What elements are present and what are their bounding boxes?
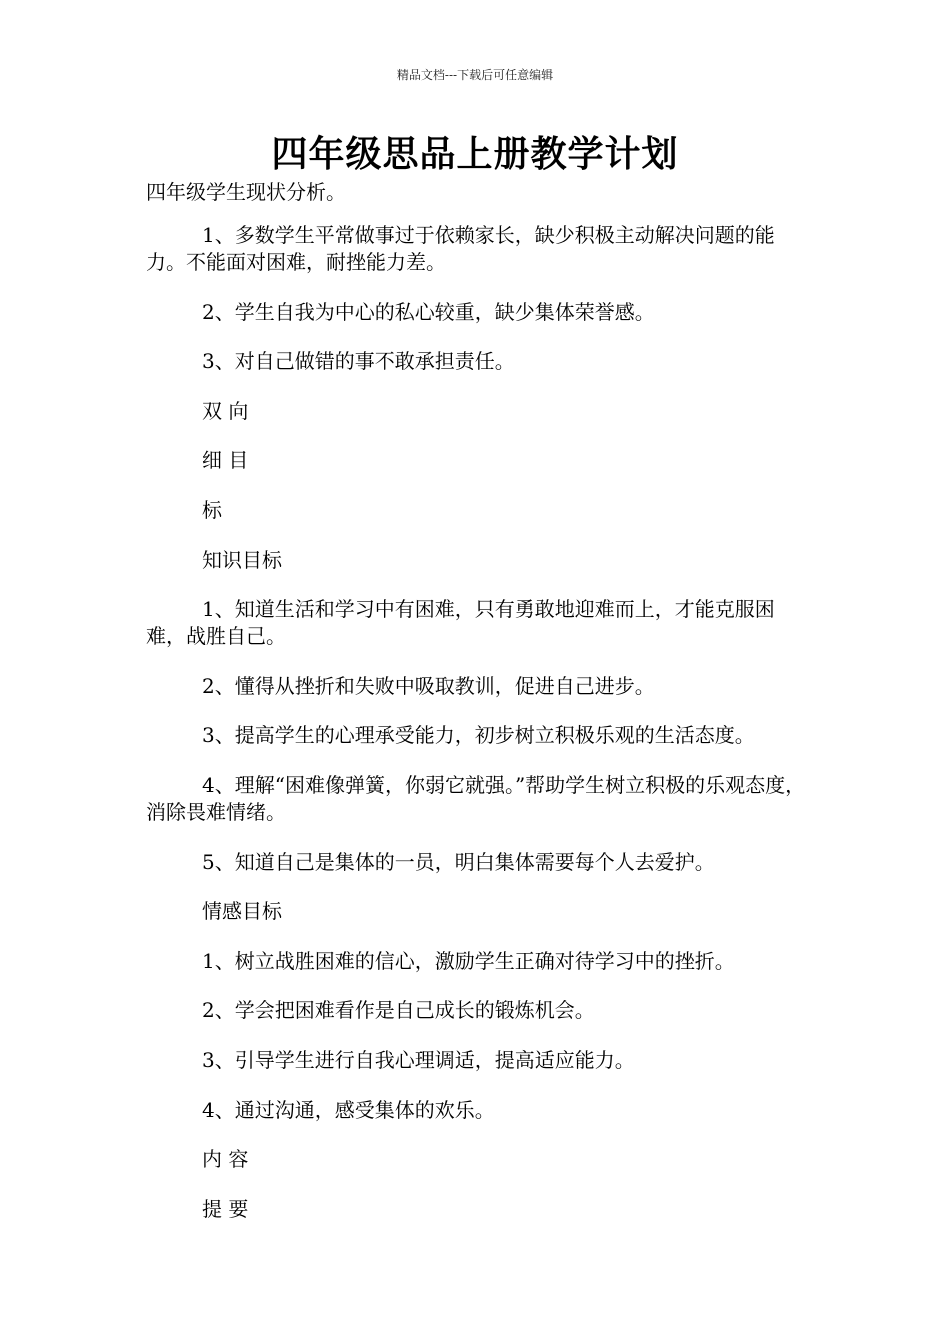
- paragraph-6: 标: [202, 497, 222, 522]
- paragraph-9: 2、懂得从挫折和失败中吸取教训，促进自己进步。: [202, 673, 655, 698]
- paragraph-17: 4、通过沟通，感受集体的欢乐。: [202, 1097, 495, 1122]
- paragraph-2: 2、学生自我为中心的私心较重，缺少集体荣誉感。: [202, 299, 655, 324]
- document-title: 四年级思品上册教学计划: [271, 133, 679, 175]
- paragraph-16: 3、引导学生进行自我心理调适，提高适应能力。: [202, 1047, 635, 1072]
- paragraph-8: 1、知道生活和学习中有困难，只有勇敢地迎难而上，才能克服困难，战胜自己。: [146, 597, 775, 649]
- lead-paragraph: 四年级学生现状分析。: [146, 180, 346, 204]
- paragraph-10: 3、提高学生的心理承受能力，初步树立积极乐观的生活态度。: [202, 723, 755, 748]
- paragraph-5: 细 目: [202, 448, 249, 473]
- paragraph-12: 5、知道自己是集体的一员，明白集体需要每个人去爱护。: [202, 849, 715, 874]
- header-note: 精品文档---下载后可任意编辑: [396, 68, 554, 82]
- paragraph-4: 双 向: [202, 398, 249, 423]
- section-heading-knowledge: 知识目标: [202, 547, 282, 572]
- paragraph-18: 内 容: [202, 1147, 249, 1172]
- paragraph-19: 提 要: [202, 1196, 249, 1221]
- paragraph-11: 4、理解“困难像弹簧，你弱它就强。”帮助学生树立积极的乐观态度，消除畏难情绪。: [146, 772, 806, 824]
- paragraph-14: 1、树立战胜困难的信心，激励学生正确对待学习中的挫折。: [202, 948, 735, 973]
- document-body: [146, 222, 810, 1245]
- section-heading-emotion: 情感目标: [202, 899, 282, 924]
- paragraph-3: 3、对自己做错的事不敢承担责任。: [202, 349, 515, 374]
- paragraph-15: 2、学会把困难看作是自己成长的锻炼机会。: [202, 998, 595, 1023]
- paragraph-1: 1、多数学生平常做事过于依赖家长，缺少积极主动解决问题的能力。不能面对困难，耐挫能力差。: [146, 223, 775, 274]
